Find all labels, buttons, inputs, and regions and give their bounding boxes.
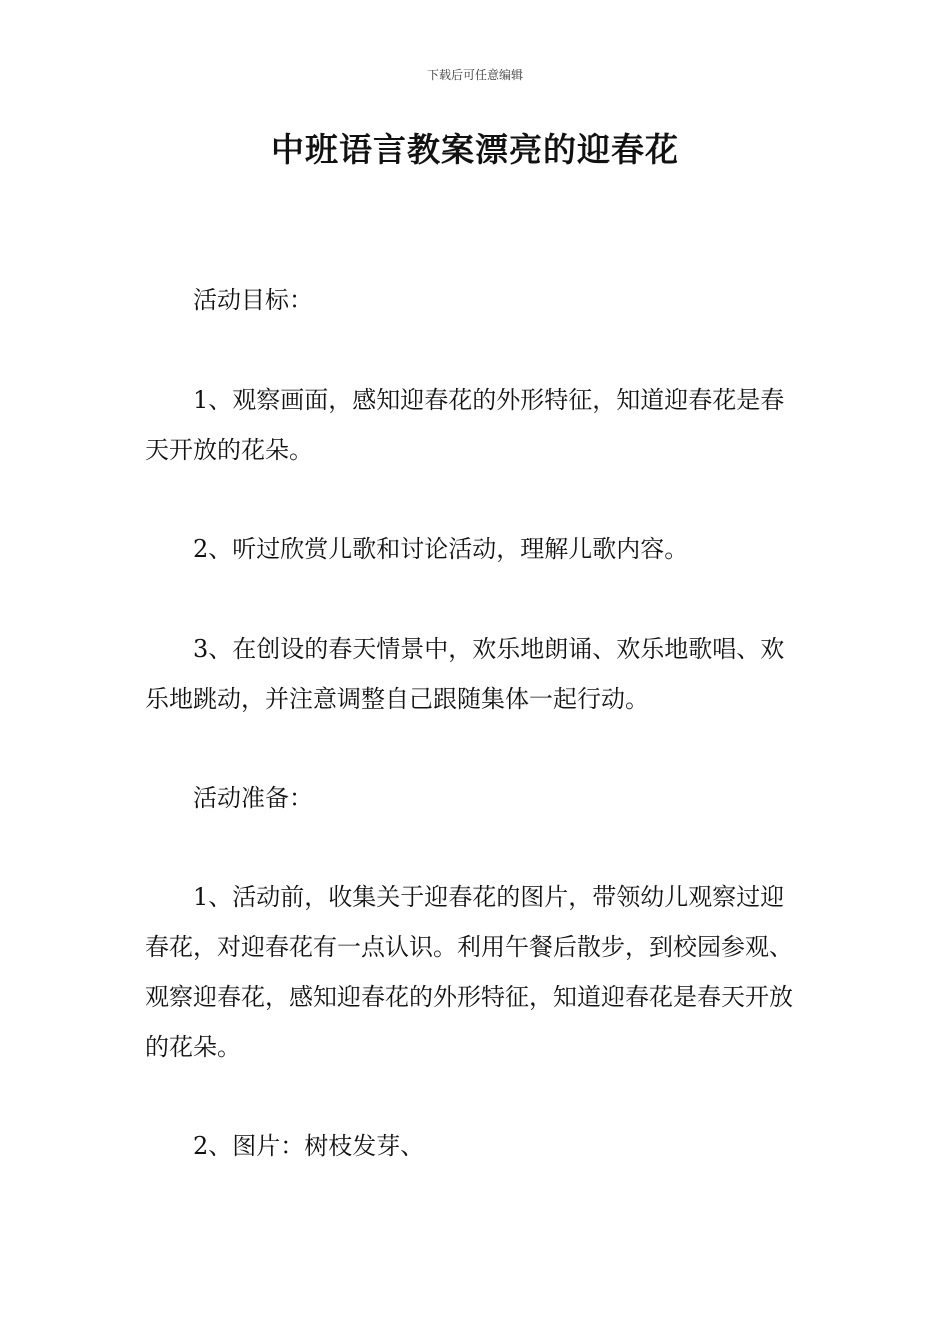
preparation-item-2: 2、图片：树枝发芽、 (193, 1132, 425, 1160)
goal-item-1: 1、观察画面，感知迎春花的外形特征，知道迎春花是春天开放的花朵。 (145, 386, 785, 464)
section-heading-goals: 活动目标： (193, 286, 313, 314)
goal-item-3: 3、在创设的春天情景中，欢乐地朗诵、欢乐地歌唱、欢乐地跳动，并注意调整自己跟随集体一起行动。 (145, 635, 785, 713)
document-title: 中班语言教案漂亮的迎春花 (271, 130, 679, 169)
preparation-item-1: 1、活动前，收集关于迎春花的图片，带领幼儿观察过迎春花，对迎春花有一点认识。利用午餐后散步，到校园参观、观察迎春花，感知迎春花的外形特征，知道迎春花是春天开放的花朵。 (145, 883, 793, 1061)
goal-item-2: 2、听过欣赏儿歌和讨论活动，理解儿歌内容。 (193, 535, 689, 563)
header-note: 下载后可任意编辑 (426, 68, 523, 82)
section-heading-preparation: 活动准备： (193, 784, 313, 812)
